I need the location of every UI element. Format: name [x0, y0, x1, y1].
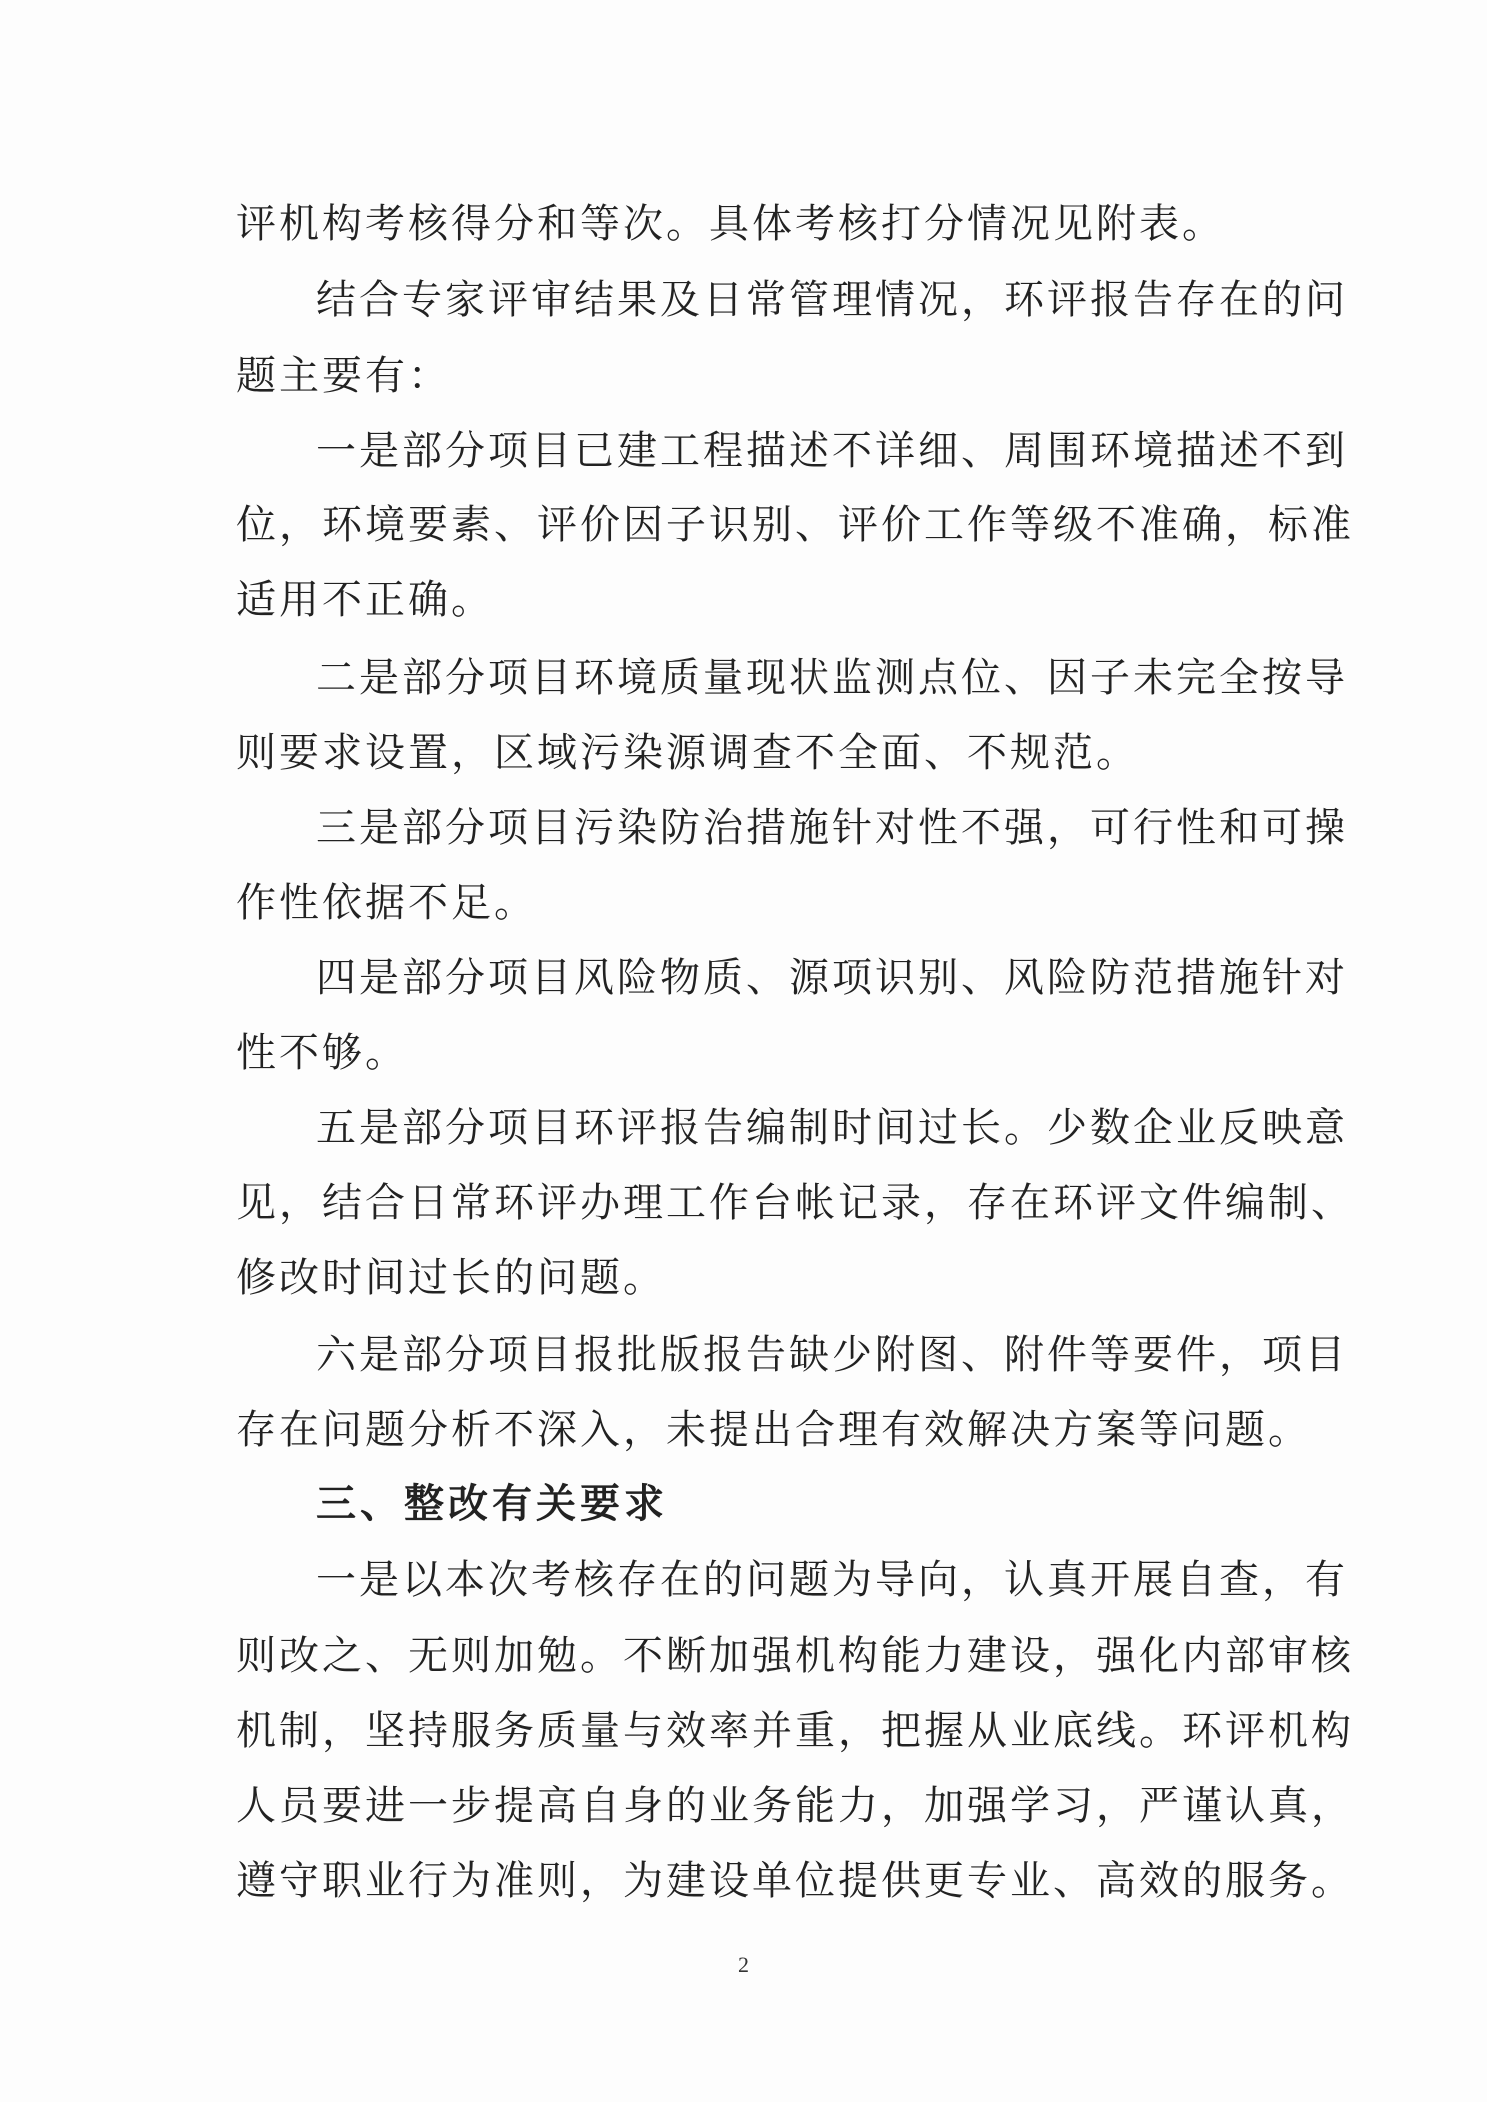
body-line-10: 作性依据不足。	[236, 880, 537, 926]
body-line-7: 二是部分项目环境质量现状监测点位、因子未完全按导	[316, 655, 1348, 701]
body-line-21: 机制，坚持服务质量与效率并重，把握从业底线。环评机构	[236, 1708, 1354, 1754]
body-line-19: 一是以本次考核存在的问题为导向，认真开展自查，有	[316, 1557, 1348, 1603]
body-line-13: 五是部分项目环评报告编制时间过长。少数企业反映意	[316, 1105, 1348, 1151]
body-line-3: 题主要有：	[236, 353, 451, 399]
body-line-4: 一是部分项目已建工程描述不详细、周围环境描述不到	[316, 428, 1348, 474]
page-number: 2	[738, 1952, 749, 1977]
body-line-9: 三是部分项目污染防治措施针对性不强，可行性和可操	[316, 805, 1348, 851]
body-line-6: 适用不正确。	[236, 577, 494, 623]
body-line-16: 六是部分项目报批版报告缺少附图、附件等要件，项目	[316, 1332, 1348, 1378]
body-line-12: 性不够。	[236, 1030, 408, 1076]
body-line-20: 则改之、无则加勉。不断加强机构能力建设，强化内部审核	[236, 1633, 1354, 1679]
section-heading: 三、整改有关要求	[316, 1481, 668, 1527]
body-line-14: 见，结合日常环评办理工作台帐记录，存在环评文件编制、	[236, 1180, 1354, 1226]
body-line-17: 存在问题分析不深入，未提出合理有效解决方案等问题。	[236, 1407, 1311, 1453]
body-line-15: 修改时间过长的问题。	[236, 1255, 666, 1301]
body-line-5: 位，环境要素、评价因子识别、评价工作等级不准确，标准	[236, 502, 1354, 548]
body-line-22: 人员要进一步提高自身的业务能力，加强学习，严谨认真，	[236, 1783, 1354, 1829]
body-line-2: 结合专家评审结果及日常管理情况，环评报告存在的问	[316, 277, 1348, 323]
body-line-1: 评机构考核得分和等次。具体考核打分情况见附表。	[236, 201, 1225, 247]
body-line-11: 四是部分项目风险物质、源项识别、风险防范措施针对	[316, 955, 1348, 1001]
body-line-8: 则要求设置，区域污染源调查不全面、不规范。	[236, 730, 1139, 776]
body-line-23: 遵守职业行为准则，为建设单位提供更专业、高效的服务。	[236, 1858, 1354, 1904]
